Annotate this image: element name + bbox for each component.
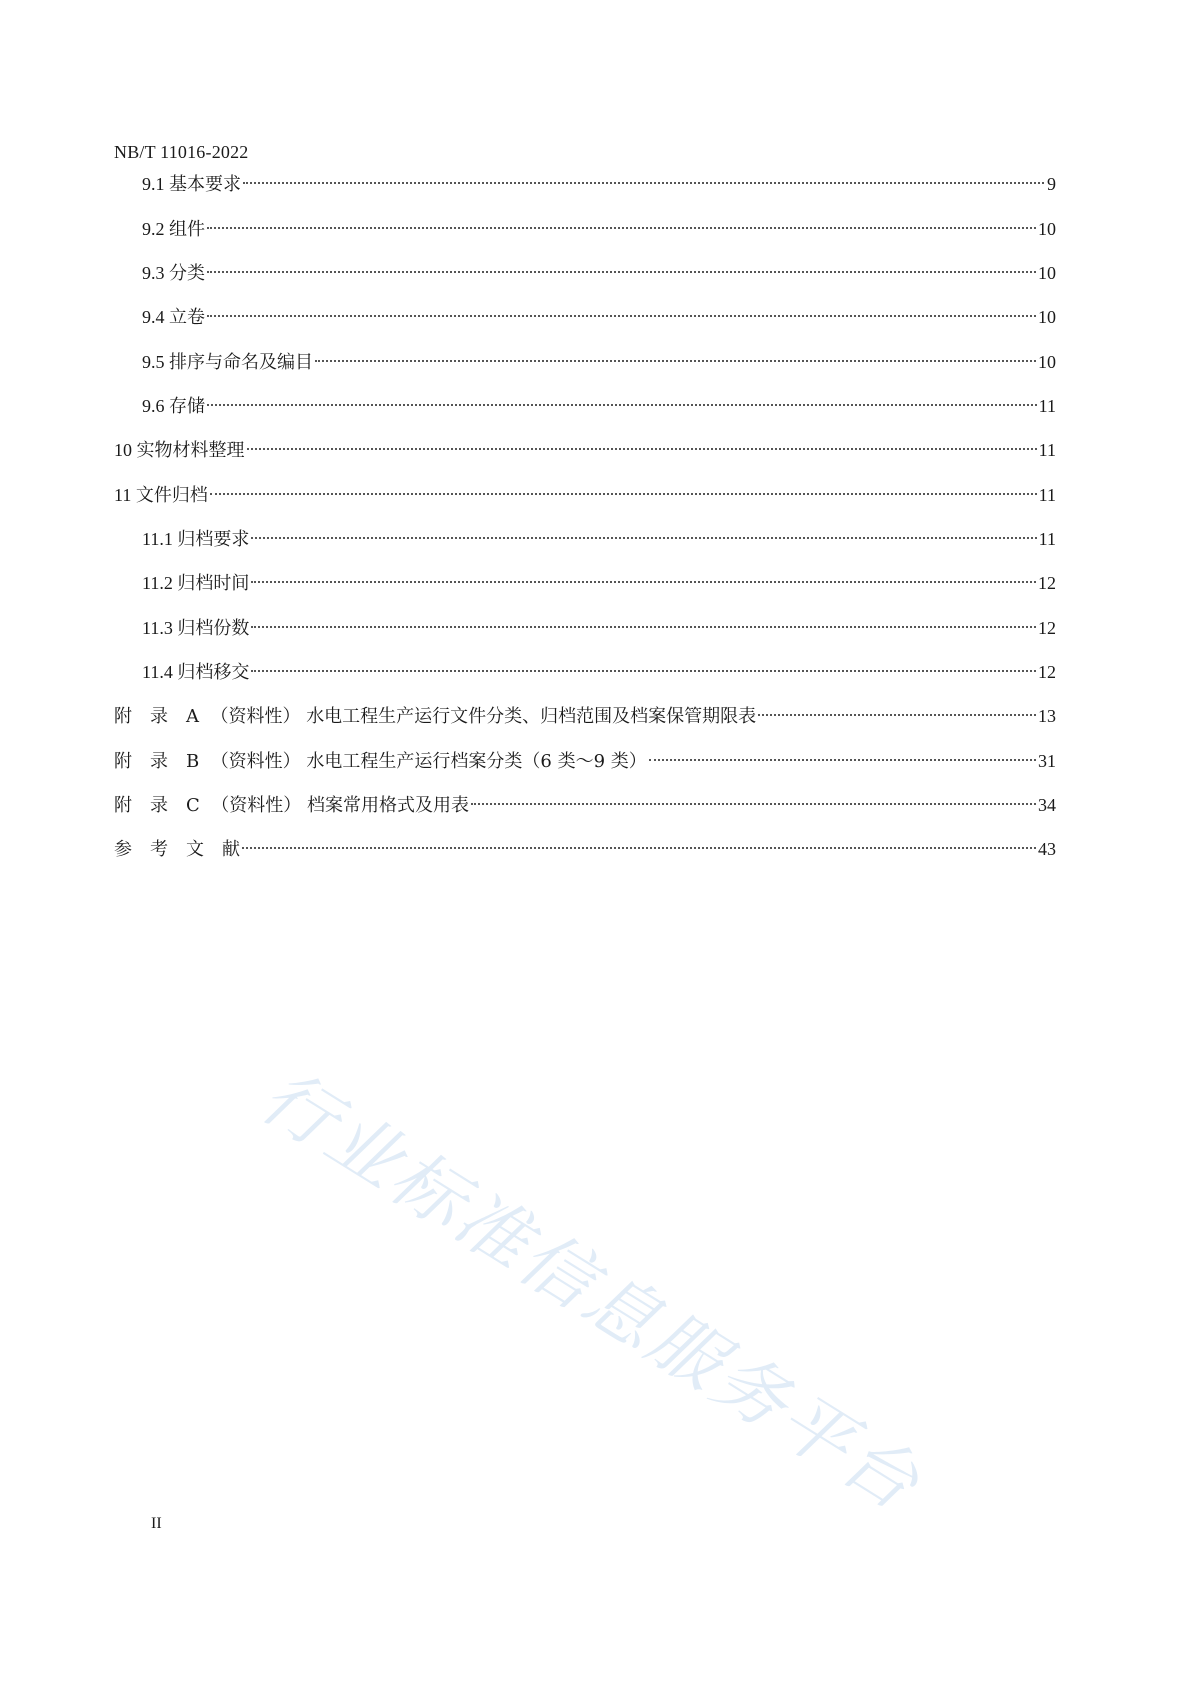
toc-entry-number: 10 <box>114 440 132 460</box>
dot-leader <box>207 315 1036 317</box>
toc-entry-page: 13 <box>1038 706 1056 726</box>
toc-entry[interactable] <box>114 480 1056 510</box>
appendix-label: 附 录 B <box>114 751 200 772</box>
toc-entry-title: 实物材料整理 <box>136 440 245 461</box>
dot-leader <box>207 227 1036 229</box>
appendix-title: 水电工程生产运行档案分类（6 类～9 类） <box>306 751 647 772</box>
dot-leader <box>251 626 1036 628</box>
appendix-title: 档案常用格式及用表 <box>306 795 469 816</box>
page-number: II <box>151 1515 162 1532</box>
appendix-nature: （资料性） <box>211 795 302 816</box>
toc-entry-title: 存储 <box>169 396 205 417</box>
toc-entry-page: 11 <box>1038 396 1056 416</box>
toc-entry-number: 9.2 <box>142 219 165 239</box>
toc-entry[interactable] <box>142 613 1056 643</box>
toc-entry-number: 11.2 <box>142 573 173 593</box>
appendix-nature: （资料性） <box>210 706 301 727</box>
toc-entry-number: 9.6 <box>142 396 165 416</box>
toc-entry-title: 归档要求 <box>177 529 250 550</box>
toc-entry-number: 11.3 <box>142 618 173 638</box>
toc-entry[interactable] <box>142 258 1056 288</box>
toc-entry-title: 归档份数 <box>177 618 250 639</box>
dot-leader <box>649 759 1036 761</box>
appendix-label: 附 录 C <box>114 795 200 816</box>
toc-entry-number: 9.4 <box>142 307 165 327</box>
toc-entry-title: 基本要求 <box>169 174 241 195</box>
dot-leader <box>315 360 1036 362</box>
appendix-title: 水电工程生产运行文件分类、归档范围及档案保管期限表 <box>306 706 757 727</box>
toc-entry-page: 34 <box>1038 795 1056 815</box>
dot-leader <box>251 537 1036 539</box>
toc-entry-page: 11 <box>1038 485 1056 505</box>
toc-entry[interactable] <box>142 391 1056 421</box>
toc-entry[interactable] <box>142 302 1056 332</box>
toc-entry-number: 9.5 <box>142 352 165 372</box>
appendix-label: 附 录 A <box>114 706 199 727</box>
dot-leader <box>207 271 1036 273</box>
dot-leader <box>243 182 1044 184</box>
toc-entry-page: 12 <box>1038 662 1056 682</box>
toc-entry[interactable] <box>142 524 1056 554</box>
toc-entry-title: 组件 <box>169 219 205 240</box>
toc-entry-page: 10 <box>1038 263 1056 283</box>
toc-entry-number: 11.4 <box>142 662 173 682</box>
toc-entry-title: 分类 <box>169 263 205 284</box>
dot-leader <box>251 670 1036 672</box>
toc-entry-page: 43 <box>1038 839 1056 859</box>
dot-leader <box>251 581 1036 583</box>
toc-entry[interactable] <box>142 214 1056 244</box>
toc-entry-page: 10 <box>1038 219 1056 239</box>
dot-leader <box>471 803 1036 805</box>
toc-entry-title: 文件归档 <box>135 485 208 506</box>
toc-entry-page: 10 <box>1038 352 1056 372</box>
toc-entry[interactable] <box>114 435 1056 465</box>
toc-entry[interactable] <box>142 657 1056 687</box>
toc-entry-page: 10 <box>1038 307 1056 327</box>
toc-appendix[interactable] <box>114 701 1056 731</box>
dot-leader <box>758 714 1036 716</box>
appendix-nature: （资料性） <box>210 751 301 772</box>
toc-entry[interactable] <box>142 568 1056 598</box>
toc-entry[interactable] <box>142 169 1056 199</box>
standard-code: NB/T 11016-2022 <box>114 142 249 162</box>
toc-entry[interactable] <box>142 347 1056 377</box>
toc-appendix[interactable] <box>114 746 1056 776</box>
toc-references[interactable] <box>114 834 1056 864</box>
toc-entry-page: 11 <box>1038 529 1056 549</box>
watermark: 行业标准信息服务平台 <box>247 1053 937 1528</box>
toc-entry-page: 12 <box>1038 573 1056 593</box>
dot-leader <box>210 493 1037 495</box>
toc-entry-number: 9.1 <box>142 174 165 194</box>
toc-entry-number: 11 <box>114 485 132 505</box>
dot-leader <box>242 847 1036 849</box>
references-title: 参 考 文 献 <box>114 839 240 860</box>
toc-entry-number: 11.1 <box>142 529 173 549</box>
dot-leader <box>207 404 1037 406</box>
toc-entry-page: 12 <box>1038 618 1056 638</box>
toc-entry-title: 排序与命名及编目 <box>169 352 313 373</box>
toc-entry-title: 归档移交 <box>177 662 250 683</box>
dot-leader <box>247 448 1037 450</box>
toc-entry-number: 9.3 <box>142 263 165 283</box>
toc-entry-title: 归档时间 <box>177 573 250 594</box>
toc-appendix[interactable] <box>114 790 1056 820</box>
toc-entry-page: 31 <box>1038 751 1056 771</box>
toc-entry-page: 9 <box>1047 174 1056 194</box>
toc-entry-title: 立卷 <box>169 307 205 328</box>
toc-entry-page: 11 <box>1038 440 1056 460</box>
